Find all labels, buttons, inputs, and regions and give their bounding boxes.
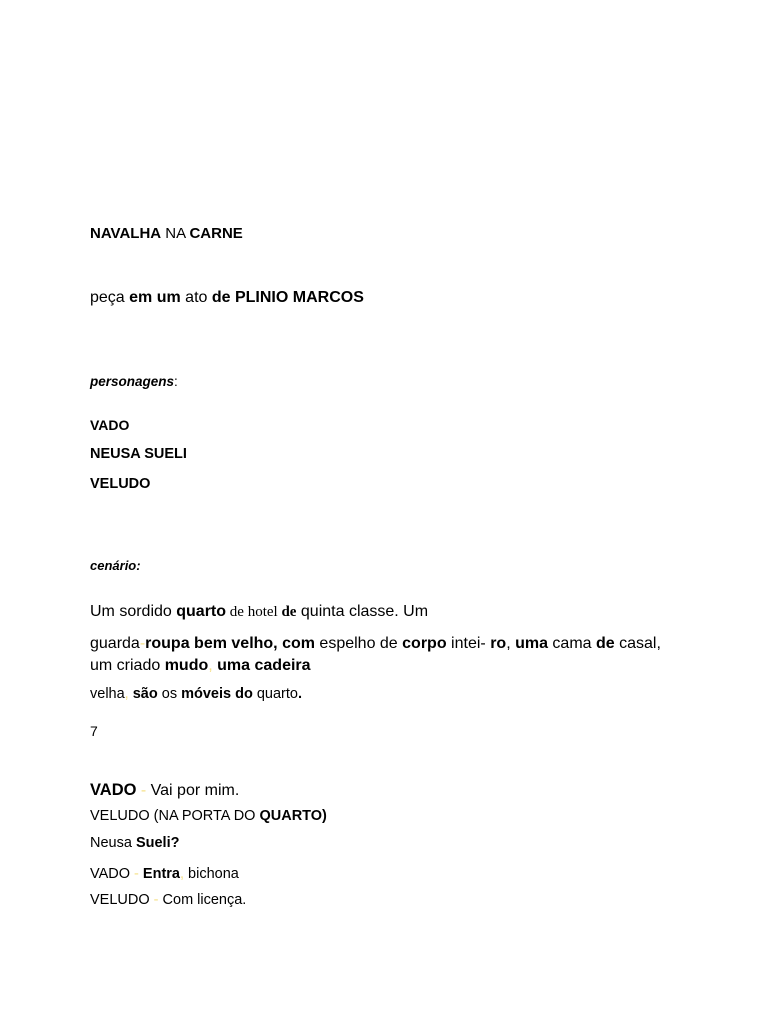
play-title — [90, 225, 243, 242]
personagens-heading — [90, 374, 178, 389]
speech-text: bichona — [184, 866, 239, 882]
text-run: espelho de — [314, 635, 403, 652]
dialogue-line — [90, 835, 179, 851]
text-run: de — [226, 604, 248, 620]
heading-text: personagens — [90, 374, 175, 389]
text-run: quinta classe. Um — [296, 603, 429, 620]
text-run: roupa bem velho, com — [145, 635, 315, 652]
page-number: 7 — [90, 723, 98, 739]
subtitle-part: de PLINIO MARCOS — [211, 289, 364, 306]
scenery-line — [90, 635, 661, 653]
text-run: velha — [90, 686, 125, 702]
cenario-heading: cenário: — [90, 558, 141, 573]
text-run: Sueli? — [135, 835, 180, 851]
text-run: de — [596, 635, 615, 652]
text-run: quarto — [176, 603, 227, 620]
text-run: Um sordido — [90, 603, 177, 620]
text-run: intei- — [446, 635, 491, 652]
faint-comma: , — [208, 657, 213, 674]
scenery-line — [90, 603, 428, 621]
text-run: corpo — [402, 635, 447, 652]
dialogue-line — [90, 781, 239, 800]
subtitle-part: em um — [129, 289, 181, 306]
faint-comma: , — [180, 866, 185, 882]
speaker-name: VADO — [90, 866, 131, 882]
text-run: Neusa — [90, 835, 136, 851]
character-name: NEUSA SUELI — [90, 446, 187, 462]
character-name: VELUDO — [90, 476, 151, 492]
faint-dash: - — [136, 782, 151, 799]
speech-text: Entra — [142, 866, 180, 882]
subtitle-part: ato — [180, 289, 212, 306]
speaker-name: VADO — [90, 781, 137, 799]
subtitle-part: peça — [90, 289, 130, 306]
text-run: guarda — [90, 635, 140, 652]
character-name: VADO — [90, 417, 130, 433]
text-run: QUARTO) — [259, 808, 327, 824]
title-part: CARNE — [189, 225, 243, 242]
title-part: NA — [161, 225, 190, 242]
text-run: hotel — [247, 604, 278, 620]
speech-text: Com licença. — [162, 892, 247, 908]
text-run: cama — [547, 635, 596, 652]
title-part: NAVALHA — [90, 225, 162, 242]
stage-direction — [90, 808, 327, 824]
text-run: um criado — [90, 657, 165, 674]
play-subtitle — [90, 289, 364, 307]
text-run: , — [506, 635, 516, 652]
text-run: são — [132, 686, 158, 702]
speaker-name: VELUDO — [90, 892, 150, 908]
text-run: VELUDO (NA PORTA DO — [90, 808, 260, 824]
dialogue-line — [90, 866, 239, 882]
text-run: móveis do — [181, 686, 253, 702]
dialogue-line — [90, 892, 246, 908]
text-run: . — [297, 686, 303, 702]
faint-comma: , — [124, 686, 133, 702]
text-run: mudo — [164, 657, 209, 674]
scenery-line — [90, 657, 311, 675]
text-run: uma — [515, 635, 548, 652]
text-run: ro — [490, 635, 507, 652]
faint-dash: - — [130, 866, 143, 882]
faint-dash: - — [149, 892, 163, 908]
text-run: quarto — [252, 686, 298, 702]
text-run: os — [157, 686, 182, 702]
faint-dash: - — [139, 635, 146, 652]
text-run: de — [277, 604, 297, 620]
text-run: uma cadeira — [212, 657, 311, 674]
text-run: casal, — [614, 635, 661, 652]
speech-text: Vai por mim. — [150, 782, 240, 799]
scenery-line — [90, 686, 302, 702]
heading-colon: : — [174, 374, 178, 389]
